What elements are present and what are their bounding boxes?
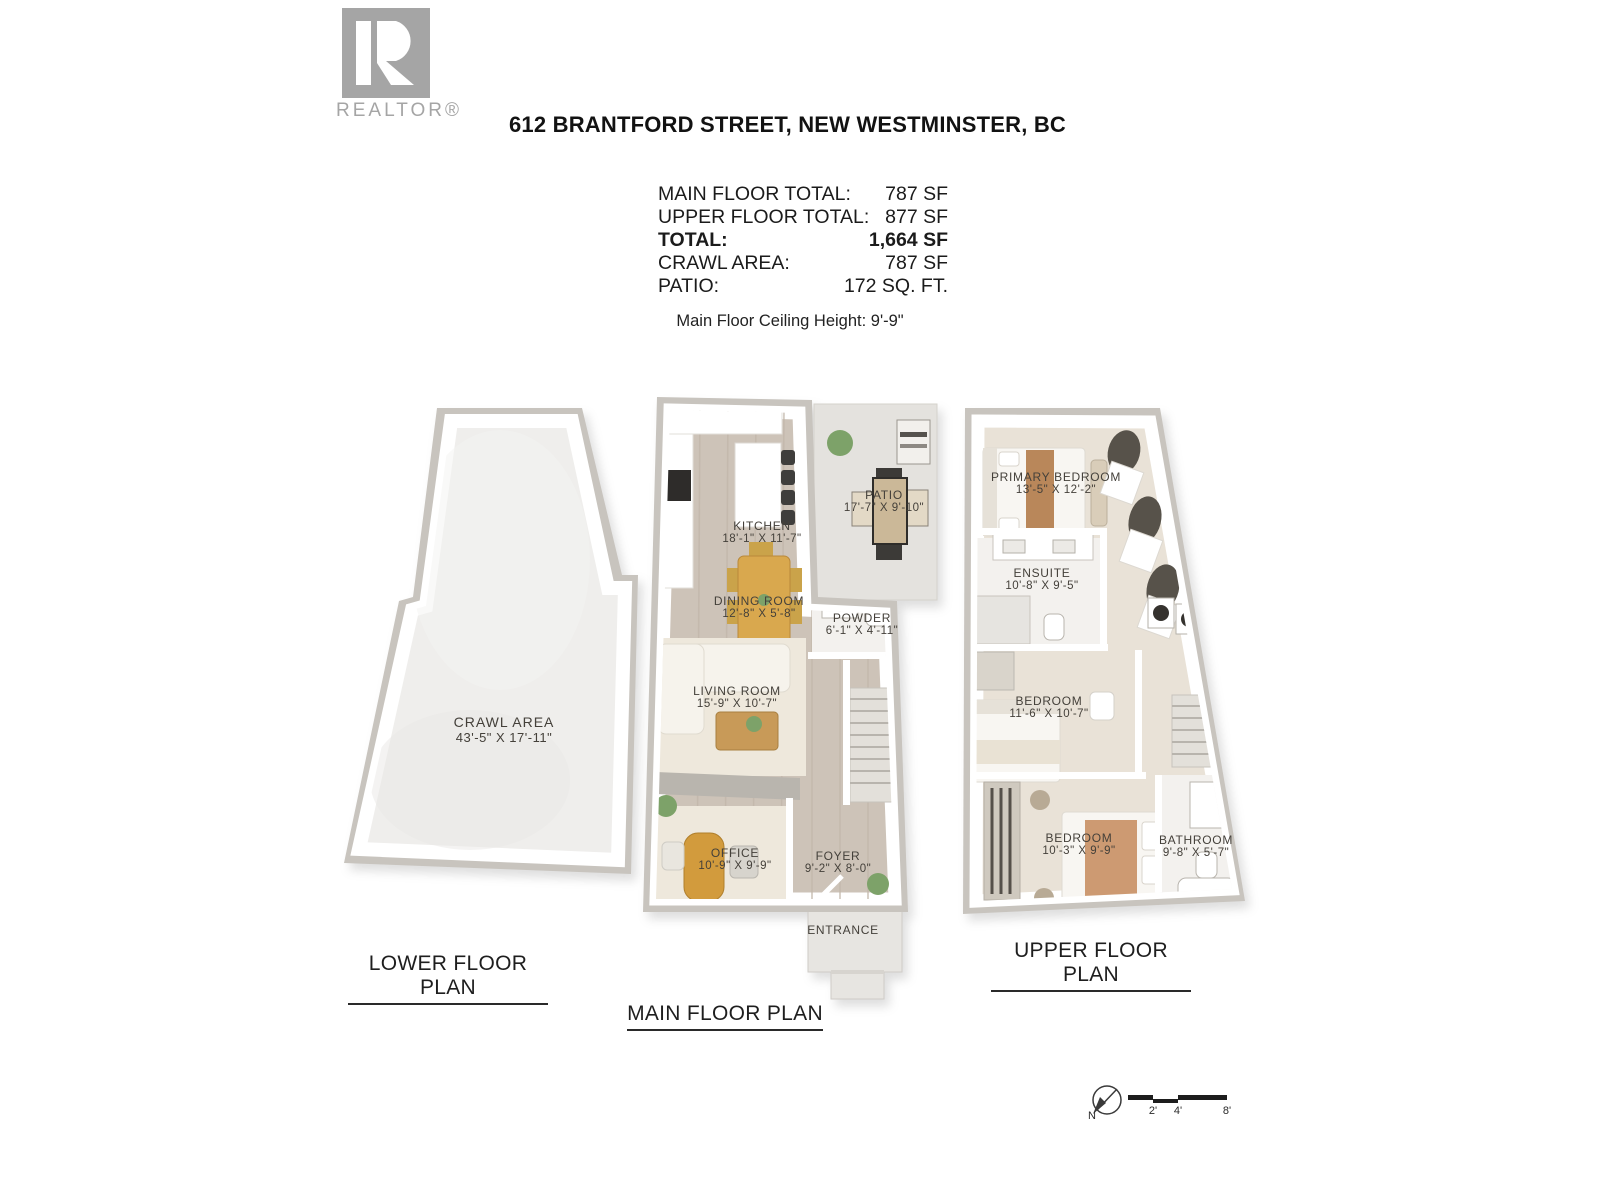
scale-bar-icon <box>1128 1095 1227 1103</box>
scale-tick-2ft: 2' <box>1148 1105 1158 1117</box>
realtor-logo-icon <box>342 8 430 98</box>
room-label-ensuite: ENSUITE 10'-8" X 9'-5" <box>1005 566 1079 592</box>
scale-tick-4ft: 4' <box>1173 1105 1183 1117</box>
total-row-total: TOTAL: 1,664 SF <box>658 229 948 251</box>
realtor-wordmark: REALTOR® <box>336 100 462 121</box>
coffee-table-icon <box>716 712 778 750</box>
lower-floor-plan-drawing <box>344 408 638 874</box>
room-label-kitchen: KITCHEN 18'-1" X 11'-7" <box>722 519 802 545</box>
room-label-dining-room: DINING ROOM 12'-8" X 5'-8" <box>713 594 805 620</box>
room-label-bedroom-1: BEDROOM 11'-6" X 10'-7" <box>1009 694 1089 720</box>
scale-tick-8ft: 8' <box>1222 1105 1232 1117</box>
room-label-primary-bedroom: PRIMARY BEDROOM 13'-5" X 12'-2" <box>990 470 1122 496</box>
room-label-foyer: FOYER 9'-2" X 8'-0" <box>804 849 872 875</box>
total-row-upper-floor: UPPER FLOOR TOTAL: 877 SF <box>658 206 948 228</box>
area-totals <box>658 183 948 298</box>
room-label-entrance: ENTRANCE <box>807 923 879 937</box>
lower-plan-title: LOWER FLOOR PLAN <box>348 952 548 1005</box>
page-title: 612 BRANTFORD STREET, NEW WESTMINSTER, BC <box>508 112 1066 137</box>
north-label: N <box>1088 1110 1096 1122</box>
shower-icon <box>972 596 1030 644</box>
room-label-office: OFFICE 10'-9" X 9'-9" <box>698 846 772 872</box>
north-compass-icon <box>1093 1086 1121 1114</box>
ceiling-height-note: Main Floor Ceiling Height: 9'-9" <box>676 312 904 330</box>
toilet-icon <box>1044 614 1064 640</box>
total-row-crawl: CRAWL AREA: 787 SF <box>658 252 948 274</box>
total-row-patio: PATIO: 172 SQ. FT. <box>658 275 948 297</box>
room-label-living-room: LIVING ROOM 15'-9" X 10'-7" <box>693 684 781 710</box>
cooktop-icon <box>666 470 691 501</box>
plant-icon <box>827 430 853 456</box>
bbq-grill-icon <box>897 420 930 464</box>
room-label-powder: POWDER 6'-1" X 4'-11" <box>825 611 899 637</box>
total-row-main-floor: MAIN FLOOR TOTAL: 787 SF <box>658 183 948 205</box>
room-label-bathroom: BATHROOM 9'-8" X 5'-7" <box>1158 833 1234 859</box>
room-label-bedroom-2: BEDROOM 10'-3" X 9'-9" <box>1042 831 1116 857</box>
main-plan-title: MAIN FLOOR PLAN <box>625 1002 825 1031</box>
room-label-crawl-area: CRAWL AREA 43'-5" X 17'-11" <box>453 714 555 745</box>
upper-plan-title: UPPER FLOOR PLAN <box>991 939 1191 992</box>
room-label-patio: PATIO 17'-7" X 9'-10" <box>843 488 925 514</box>
entrance-stoop <box>808 908 902 999</box>
kitchen-island <box>735 443 781 527</box>
